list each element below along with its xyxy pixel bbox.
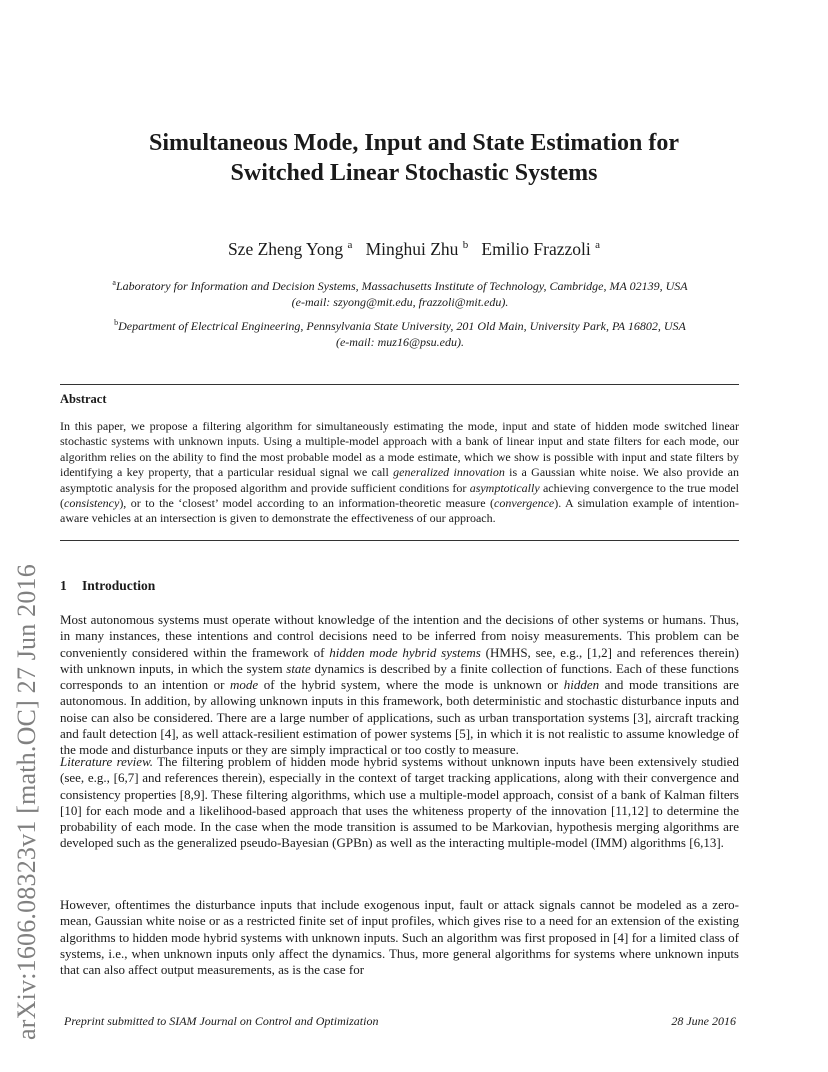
title-line-1: Simultaneous Mode, Input and State Estimation for <box>148 130 680 156</box>
abstract-bottom-rule <box>60 540 739 541</box>
title-line-2: Switched Linear Stochastic Systems <box>230 160 598 186</box>
abstract-top-rule <box>60 384 739 385</box>
abstract-text: ), or to the ‘closest’ model according to an information-theoretic measure ( <box>119 496 495 511</box>
affiliation-line: Department of Electrical Engineering, Pennsylvania State University, 201 Old Main, University Park, PA 16802, USA <box>118 319 686 333</box>
paragraph-emphasis: state <box>286 660 311 676</box>
paragraph-emphasis: Literature review. <box>60 754 154 769</box>
abstract-text: is a Gaussian white noise. We also provide an asymptotic analysis for the proposed algorithm and provide sufficient conditions for <box>60 465 739 495</box>
abstract-text: In this paper, we propose a filtering algorithm for simultaneously estimating the mode, input and state of hidden mode switched linear stochastic systems with unknown inputs. Using a multiple-model approach with a bank of linear input and state filters for each mode, our algorithm relies on the ability to find the most probable model as a mode estimate, which we show is possible with input and state filters by identifying a key property, that a particular residual signal we call <box>60 419 739 480</box>
author-name: Sze Zheng Yong <box>227 238 344 259</box>
affiliation-line: Laboratory for Information and Decision Systems, Massachusetts Institute of Technology, Cambridge, MA 02139, USA <box>115 279 688 293</box>
affiliation-a <box>60 275 740 310</box>
affiliation-email: (e-mail: szyong@mit.edu, frazzoli@mit.edu). <box>291 295 509 309</box>
abstract-emphasis: asymptotically <box>469 480 540 495</box>
abstract-emphasis: generalized innovation <box>393 465 505 480</box>
section-heading <box>60 578 155 594</box>
paragraph-text: and mode transitions are autonomous. In addition, by allowing unknown inputs in this framework, both deterministic and stochastic disturbance inputs and noise can also be considered. There are a large number of applications, such as urban transportation systems [3], aircraft tracking and fault detection [4], as well attack-resilient estimation of power systems [5], in which it is not realistic to assume knowledge of the mode and disturbance inputs or they are simply impractical or too costly to measure. <box>60 677 739 758</box>
paragraph-text: (HMHS, see, e.g., [1,2] and references therein) with unknown inputs, in which the system <box>60 644 739 676</box>
footer-submission-note: Preprint submitted to SIAM Journal on Control and Optimization <box>64 1014 379 1028</box>
intro-paragraph-3: However, oftentimes the disturbance inputs that include exogenous input, fault or attack signals cannot be modeled as a zero-mean, Gaussian white noise or as a restricted finite set of input profiles, which gives rise to a need for an extension of the existing algorithms to hidden mode hybrid systems with unknown inputs. Such an algorithm was first proposed in [4] for a limited class of systems, i.e., when unknown inputs only affect the dynamics. Thus, more general algorithms for systems where unknown inputs that can also affect output measurements, as is the case for <box>60 897 739 978</box>
affiliation-mark: b <box>114 318 119 327</box>
paragraph-emphasis: mode <box>230 677 259 693</box>
author-name: Minghui Zhu <box>365 238 459 259</box>
author-name: Emilio Frazzoli <box>481 238 591 259</box>
intro-paragraph-1 <box>60 612 739 759</box>
paper-title <box>0 128 828 188</box>
paragraph-text: dynamics is described by a finite collection of functions. Each of these functions corresponds to an intention or <box>60 660 739 693</box>
section-title: Introduction <box>82 578 156 593</box>
abstract-heading: Abstract <box>60 392 107 406</box>
paragraph-emphasis: hidden <box>563 677 600 693</box>
section-number: 1 <box>60 578 67 593</box>
author-affil-mark: b <box>462 239 469 251</box>
paragraph-text: The filtering problem of hidden mode hybrid systems without unknown inputs have been extensively studied (see, e.g., [6,7] and references therein), especially in the context of target tracking applications, along with their convergence and consistency properties [8,9]. These filtering algorithms, which use a multiple-model approach, consist of a bank of Kalman filters [10] for each mode and a likelihood-based approach that uses the whiteness property of the innovation [11,12] to determine the probability of each mode. In the case when the mode transition is assumed to be Markovian, hypothesis merging algorithms are developed such as the generalized pseudo-Bayesian (GPBn) as well as the interacting multiple-model (IMM) algorithms [6,13]. <box>60 754 739 851</box>
abstract-text: achieving convergence to the true model ( <box>60 480 739 511</box>
footer-date: 28 June 2016 <box>671 1014 736 1028</box>
abstract-text: ). A simulation example of intention-aware vehicles at an intersection is given to demonstrate the effectiveness of our approach. <box>60 496 739 526</box>
arxiv-stamp-text: arXiv:1606.08323v1 [math.OC] 27 Jun 2016 <box>12 564 41 1040</box>
abstract-body <box>60 419 739 527</box>
paragraph-emphasis: hidden mode hybrid systems <box>329 644 481 660</box>
author-list <box>0 234 828 260</box>
paragraph-text: of the hybrid system, where the mode is unknown or <box>258 677 564 693</box>
abstract-emphasis: convergence <box>494 496 555 511</box>
author-affil-mark: a <box>347 239 353 251</box>
intro-paragraph-2 <box>60 754 739 852</box>
paragraph-text: Most autonomous systems must operate without knowledge of the intention and the decisions of other systems or humans. Thus, in many instances, these intentions and control decisions need to be inferred from noisy measurements. This problem can be conveniently considered within the framework of <box>60 612 739 660</box>
affiliation-email: (e-mail: muz16@psu.edu). <box>335 335 464 349</box>
abstract-emphasis: consistency <box>64 496 120 511</box>
affiliation-b <box>60 315 740 350</box>
affiliation-mark: a <box>112 278 116 287</box>
author-affil-mark: a <box>595 239 601 251</box>
